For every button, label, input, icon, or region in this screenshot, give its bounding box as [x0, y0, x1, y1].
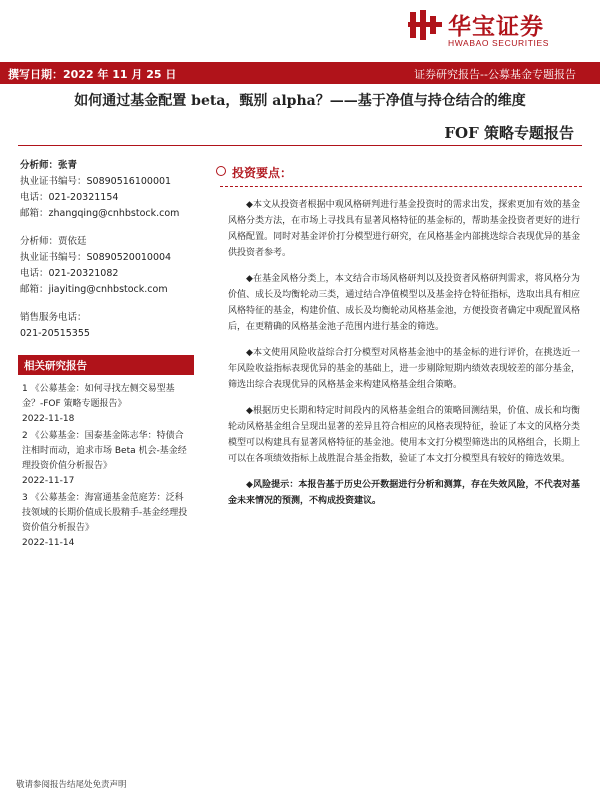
key-points-heading-text: 投资要点： — [232, 166, 293, 180]
title-divider — [18, 145, 582, 146]
related-reports-header — [18, 355, 194, 375]
related-report-item[interactable] — [22, 382, 192, 427]
analyst-2-name: 分析师：贾依廷 — [20, 236, 87, 247]
related-report-title[interactable]: 1 《公募基金：如何寻找左侧交易型基金？-FOF 策略专题报告》 — [22, 384, 175, 409]
analyst-2-email[interactable]: 邮箱：jiayiting@cnhbstock.com — [20, 284, 168, 295]
related-report-title[interactable]: 3 《公募基金：海富通基金范庭芳：泛科技领域的长期价值成长股精手-基金经理投资价值分析报告》 — [22, 493, 188, 533]
disclaimer-footer: 敬请参阅报告结尾处免责声明 — [16, 780, 127, 790]
logo-cn-text: 华宝证券 — [448, 14, 544, 40]
key-points-heading — [222, 164, 292, 181]
related-report-date: 2022-11-14 — [22, 538, 75, 548]
hwabao-logo — [408, 8, 578, 52]
report-date: 撰写日期：2022 年 11 月 25 日 — [8, 68, 177, 81]
related-report-date: 2022-11-18 — [22, 414, 75, 424]
analyst-1-email[interactable]: 邮箱：zhangqing@cnhbstock.com — [20, 208, 180, 219]
key-point-paragraph: ◆本文使用风险收益综合打分模型对风格基金池中的基金标的进行评价，在挑选近一年风险收益指标表现优异的基金的基础上，进一步剔除短期内绩效表现较差的部分基金，筛选出综合表现优异的风格基金来构建风格基金组合策略。 — [228, 348, 580, 390]
analyst-1-phone: 电话：021-20321154 — [20, 192, 119, 203]
report-category: 证券研究报告--公募基金专题报告 — [414, 68, 576, 81]
related-report-title[interactable]: 2 《公募基金：国泰基金陈志华：特债合注相时而动，追求市场 Beta 机会-基金经理投资价值分析报告》 — [22, 431, 187, 471]
key-point-paragraph: ◆本文从投资者根据中观风格研判进行基金投资时的需求出发，探索更加有效的基金风格分类方法，在市场上寻找具有显著风格特征的基金标的，帮助基金投资者更好的进行风格配置。同时对基金评价打分模型进行研究，在风格基金内部挑选综合表现优异的基金供投资者参考。 — [228, 200, 580, 258]
key-points-body — [228, 188, 580, 519]
analyst-info — [20, 158, 192, 342]
related-reports-list — [22, 382, 192, 553]
logo-en-text: HWABAO SECURITIES — [448, 38, 550, 48]
analyst-1-name: 分析师：张青 — [20, 160, 78, 171]
report-subtitle: FOF 策略专题报告 — [444, 124, 574, 142]
related-reports-title: 相关研究报告 — [24, 360, 87, 372]
hwabao-logo-icon — [408, 10, 442, 40]
header-bar — [0, 62, 600, 84]
sales-label: 销售服务电话： — [20, 312, 87, 323]
sales-phone: 021-20515355 — [20, 328, 90, 339]
key-point-paragraph: ◆在基金风格分类上，本文结合市场风格研判以及投资者风格研判需求，将风格分为价值、成长及均衡轮动三类，通过结合净值模型以及基金持仓特征指标，选取出具有相应风格特征的基金，构建价值、成长及均衡轮动风格基金池，方便投资者确定中观配置风格后，在更精确的风格基金池子范围内进行基金的筛选。 — [228, 274, 580, 332]
related-report-item[interactable] — [22, 491, 192, 551]
report-title: 如何通过基金配置 beta，甄别 alpha？——基于净值与持仓结合的维度 — [74, 93, 526, 109]
key-point-paragraph: ◆根据历史长期和特定时间段内的风格基金组合的策略回测结果，价值、成长和均衡轮动风格基金组合呈现出显著的差异且符合相应的风格表现特征，验证了本文的风格分类模型可以构建具有显著风格特征的基金池。使用本文打分模型筛选出的风格组合，长期上可以在各项绩效指标上战胜混合基金指数，验证了本文打分模型具有较好的筛选效果。 — [228, 406, 580, 464]
related-report-date: 2022-11-17 — [22, 476, 75, 486]
analyst-2-phone: 电话：021-20321082 — [20, 268, 119, 279]
analyst-1-cert: 执业证书编号：S0890516100001 — [20, 176, 172, 187]
risk-warning: ◆风险提示：本报告基于历史公开数据进行分析和测算，存在失效风险，不代表对基金未来情况的预测，不构成投资建议。 — [228, 480, 580, 506]
related-report-item[interactable] — [22, 429, 192, 489]
analyst-2-cert: 执业证书编号：S0890520010004 — [20, 252, 172, 263]
